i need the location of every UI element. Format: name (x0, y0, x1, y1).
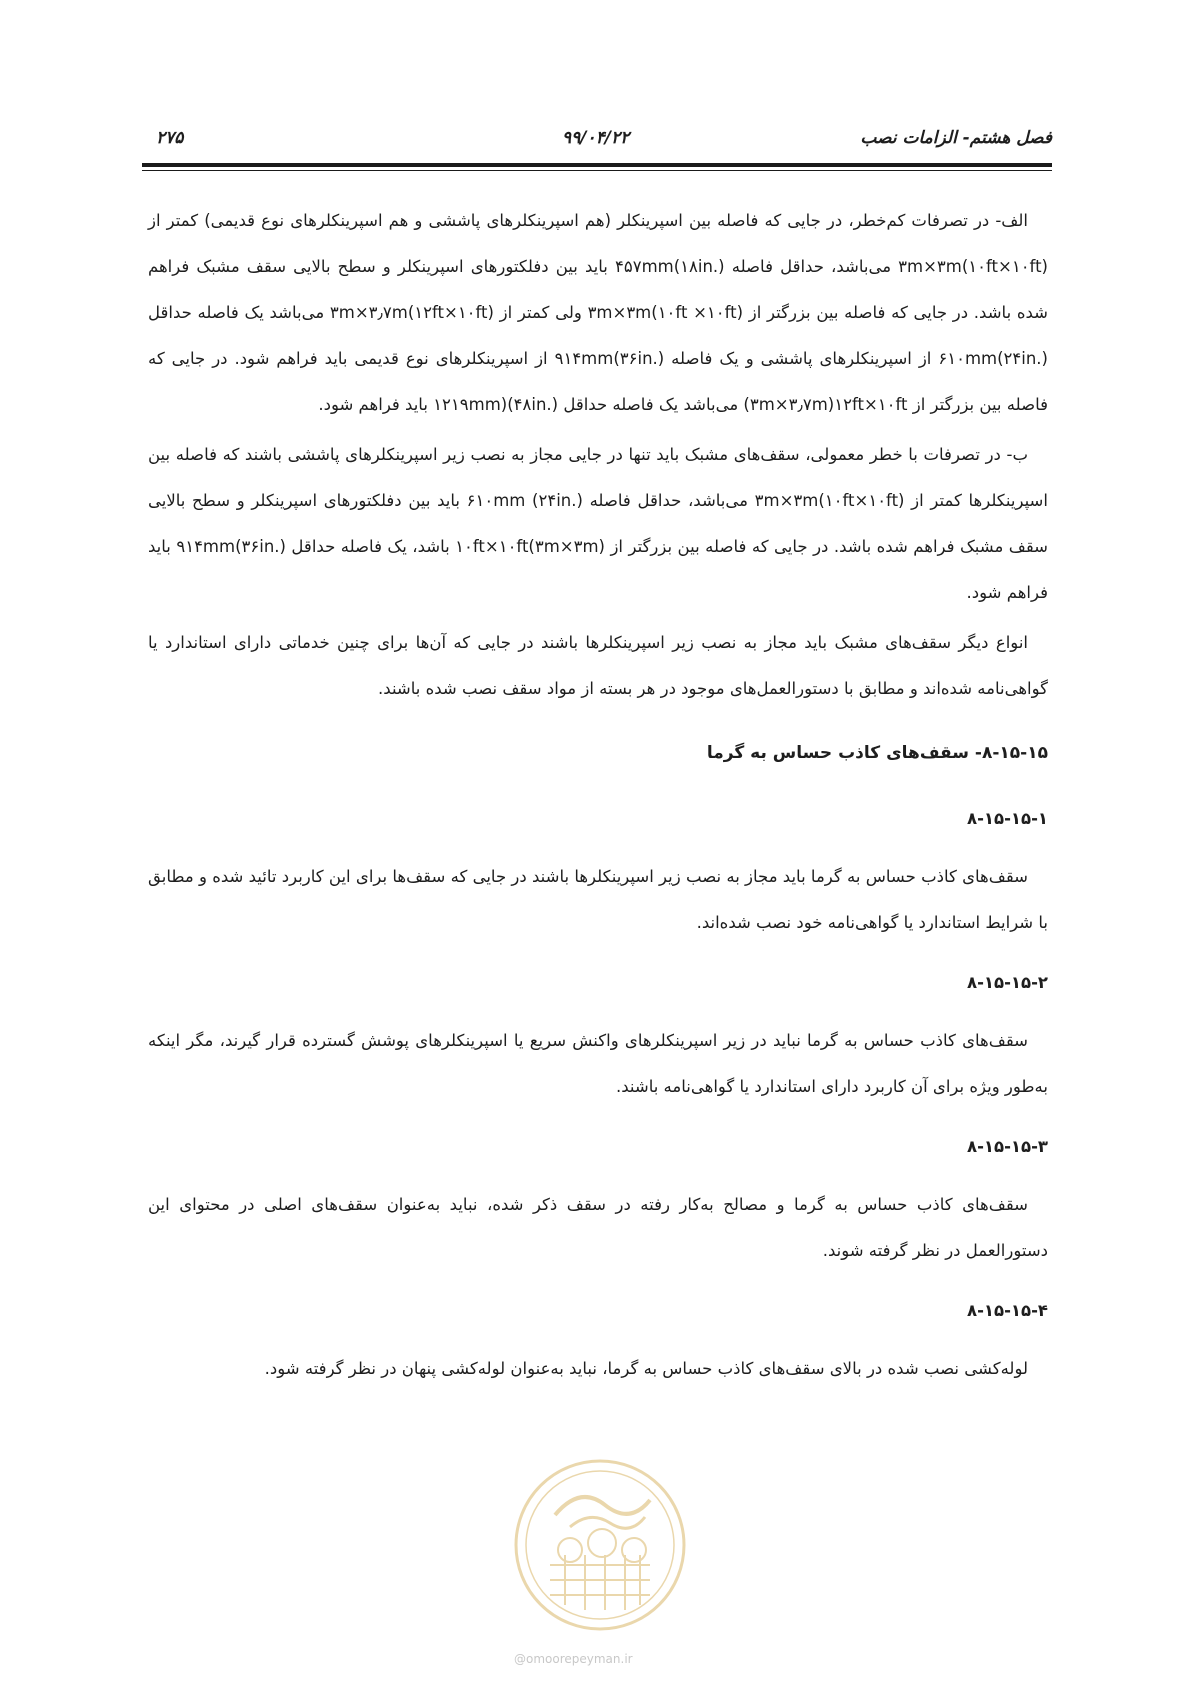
header-divider-thin (142, 170, 1052, 171)
footer-url: @omoorepeyman.ir (514, 1652, 633, 1666)
clause-number: ۸-۱۵-۱۵-۲ (967, 973, 1048, 992)
page-header (142, 128, 1052, 156)
paragraph-alef: الف- در تصرفات کم‌خطر، در جایی که فاصله بین اسپرینکلر (هم اسپرینکلرهای پاششی و هم اسپرینکلرهای نوع قدیمی) کمتر از ۳m×۳m(۱۰ft×۱۰ft) می‌باشد، حداقل فاصله ۴۵۷mm(۱۸in.) باید بین دفلکتورهای اسپرینکلر و سطح بالایی سقف مشبک فراهم شده باشد. در جایی که فاصله بین بزرگتر از ۳m×۳m(۱۰ft ×۱۰ft) ولی کمتر از ۳m×۳٫۷m(۱۲ft×۱۰ft) می‌باشد یک فاصله حداقل ۶۱۰mm(۲۴in.) از اسپرینکلرهای پاششی و یک فاصله ۹۱۴mm(۳۶in.) از اسپرینکلرهای نوع قدیمی باید فراهم شود. در جایی که فاصله بین بزرگتر از ۱۲ft×۱۰ft(۳m×۳٫۷m) می‌باشد یک فاصله حداقل ۱۲۱۹mm)(۴۸in.) باید فراهم شود. (148, 211, 1048, 414)
page-number: ۲۷۵ (156, 128, 184, 148)
clause-text: سقف‌های کاذب حساس به گرما باید مجاز به نصب زیر اسپرینکلرها باشند در جایی که سقف‌ها برای این کاربرد تائید شده و مطابق با شرایط استاندارد یا گواهی‌نامه خود نصب شده‌اند. (148, 867, 1048, 932)
header-divider-thick (142, 163, 1052, 167)
clause-text: سقف‌های کاذب حساس به گرما و مصالح به‌کار رفته در سقف ذکر شده، نباید به‌عنوان سقف‌های اصلی در محتوای این دستورالعمل در نظر گرفته شوند. (148, 1195, 1048, 1260)
header-date: ۹۹/۰۴/۲۲ (562, 128, 630, 148)
clause-number: ۸-۱۵-۱۵-۱ (967, 809, 1048, 828)
watermark-logo (510, 1455, 690, 1635)
clause-text: سقف‌های کاذب حساس به گرما نباید در زیر اسپرینکلرهای واکنش سریع یا اسپرینکلرهای پوشش گسترده قرار گیرند، مگر اینکه به‌طور ویژه برای آن کاربرد دارای استاندارد یا گواهی‌نامه باشند. (148, 1031, 1048, 1096)
clause-number: ۸-۱۵-۱۵-۳ (967, 1137, 1048, 1156)
clause-number: ۸-۱۵-۱۵-۴ (967, 1301, 1048, 1320)
section-heading: ۸-۱۵-۱۵- سقف‌های کاذب حساس به گرما (706, 743, 1048, 763)
paragraph-other: انواع دیگر سقف‌های مشبک باید مجاز به نصب زیر اسپرینکلرها باشند در جایی که آن‌ها برای چنین خدماتی دارای استاندارد یا گواهی‌نامه شده‌اند و مطابق با دستورالعمل‌های موجود در هر بسته از مواد سقف نصب شده باشند. (148, 633, 1048, 698)
chapter-title: فصل هشتم- الزامات نصب (860, 128, 1052, 148)
document-body (148, 198, 1048, 1396)
paragraph-be: ب- در تصرفات با خطر معمولی، سقف‌های مشبک باید تنها در جایی مجاز به نصب زیر اسپرینکلرهای پاششی باشند که فاصله بین اسپرینکلرها کمتر از ۳m×۳m(۱۰ft×۱۰ft) می‌باشد، حداقل فاصله ۶۱۰mm (۲۴in.) باید بین دفلکتورهای اسپرینکلر و سطح بالایی سقف مشبک فراهم شده باشد. در جایی که فاصله بین بزرگتر از ۱۰ft×۱۰ft(۳m×۳m) باشد، یک فاصله حداقل ۹۱۴mm(۳۶in.) باید فراهم شود. (148, 445, 1049, 602)
watermark-emblem-icon (510, 1455, 690, 1635)
clause-text: لوله‌کشی نصب شده در بالای سقف‌های کاذب حساس به گرما، نباید به‌عنوان لوله‌کشی پنهان در نظر گرفته شود. (264, 1359, 1028, 1378)
